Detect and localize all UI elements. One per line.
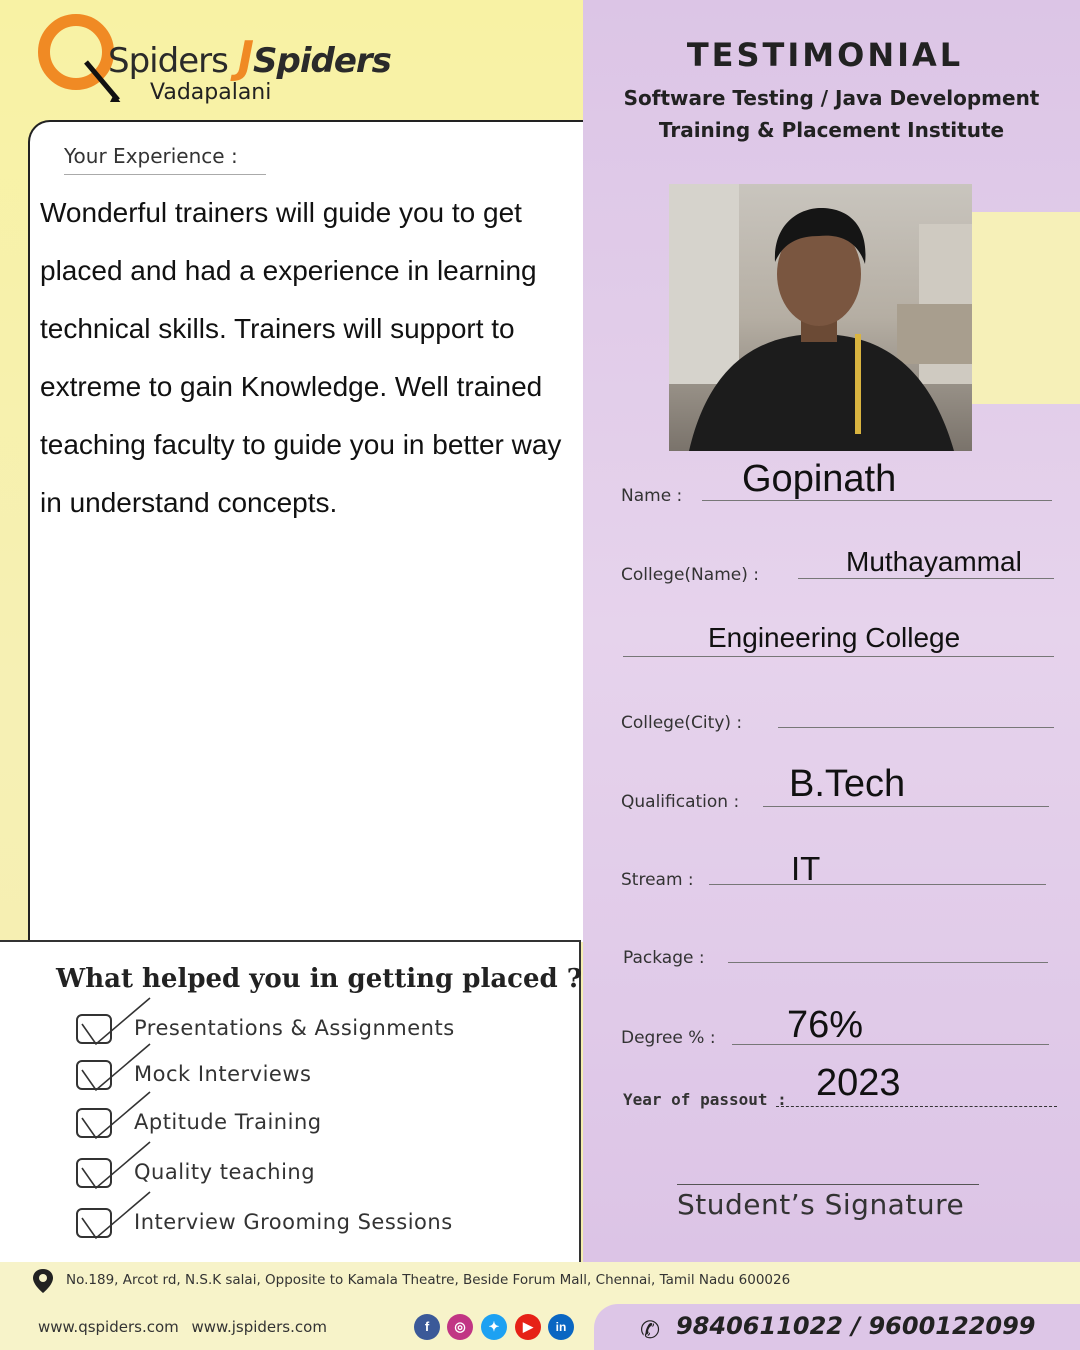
instagram-icon[interactable]: ◎ <box>447 1314 473 1340</box>
location-pin-icon <box>32 1268 54 1294</box>
phone-icon: ✆ <box>640 1317 661 1344</box>
help-item-label: Presentations & Assignments <box>134 1016 455 1040</box>
student-photo <box>669 184 972 451</box>
year-label: Year of passout : <box>623 1090 787 1109</box>
help-item-quality-teaching[interactable] <box>76 1156 556 1192</box>
help-item-aptitude[interactable] <box>76 1106 556 1142</box>
degree-line <box>732 1044 1049 1045</box>
college-city-label: College(City) : <box>621 713 743 733</box>
stream-label: Stream : <box>621 870 694 890</box>
decorative-strip <box>972 212 1080 404</box>
help-item-label: Interview Grooming Sessions <box>134 1210 453 1234</box>
twitter-icon[interactable]: ✦ <box>481 1314 507 1340</box>
signature-label: Student’s Signature <box>677 1188 965 1221</box>
placement-help-card <box>0 940 581 1262</box>
person-silhouette-icon <box>669 184 972 451</box>
college-name-label: College(Name) : <box>621 565 759 585</box>
experience-label: Your Experience : <box>64 144 266 175</box>
name-label: Name : <box>621 486 683 506</box>
website-links[interactable]: www.qspiders.com www.jspiders.com <box>38 1318 327 1336</box>
college-city-line <box>778 727 1054 728</box>
brand-logo <box>36 12 396 104</box>
page-subtitle-1: Software Testing / Java Development <box>623 86 1040 110</box>
checkbox[interactable] <box>76 1158 112 1188</box>
college-name-line <box>798 578 1054 579</box>
qualification-line <box>763 806 1049 807</box>
help-item-label: Mock Interviews <box>134 1062 312 1086</box>
phone-numbers[interactable]: 9840611022 / 9600122099 <box>676 1312 1036 1340</box>
branch-name: Vadapalani <box>150 80 272 105</box>
help-item-label: Quality teaching <box>134 1160 316 1184</box>
qualification-label: Qualification : <box>621 792 740 812</box>
college-name-line-2 <box>623 656 1054 657</box>
stream-line <box>709 884 1046 885</box>
experience-card <box>28 120 583 942</box>
linkedin-icon[interactable]: in <box>548 1314 574 1340</box>
year-line <box>776 1106 1057 1107</box>
youtube-icon[interactable]: ▶ <box>515 1314 541 1340</box>
package-label: Package : <box>623 948 705 968</box>
facebook-icon[interactable]: f <box>414 1314 440 1340</box>
checkbox[interactable] <box>76 1108 112 1138</box>
help-item-label: Aptitude Training <box>134 1110 322 1134</box>
year-value: 2023 <box>816 1062 901 1104</box>
package-line <box>728 962 1048 963</box>
experience-text: Wonderful trainers will guide you to get placed and had a experience in learning technical skills. Trainers will support to extreme to gain Knowledge. Well trained teaching faculty to guide you in better way in understand concepts. <box>40 197 562 518</box>
degree-label: Degree % : <box>621 1028 716 1048</box>
signature-line <box>677 1184 979 1185</box>
name-value: Gopinath <box>742 458 897 500</box>
address-text: No.189, Arcot rd, N.S.K salai, Opposite to Kamala Theatre, Beside Forum Mall, Chennai, Tamil Nadu 600026 <box>66 1272 791 1288</box>
college-name-value-1: Muthayammal <box>846 546 1022 577</box>
checkbox[interactable] <box>76 1208 112 1238</box>
college-name-value-2: Engineering College <box>708 622 961 653</box>
brand-name: Spiders JSpiders <box>108 32 391 83</box>
page-title: TESTIMONIAL <box>686 36 964 74</box>
checkbox[interactable] <box>76 1060 112 1090</box>
stream-value: IT <box>791 850 821 887</box>
page-subtitle-2: Training & Placement Institute <box>658 118 1005 142</box>
placement-help-title: What helped you in getting placed ? <box>56 964 583 994</box>
help-item-interview-grooming[interactable] <box>76 1206 556 1242</box>
degree-value: 76% <box>787 1004 864 1046</box>
qualification-value: B.Tech <box>789 763 906 805</box>
